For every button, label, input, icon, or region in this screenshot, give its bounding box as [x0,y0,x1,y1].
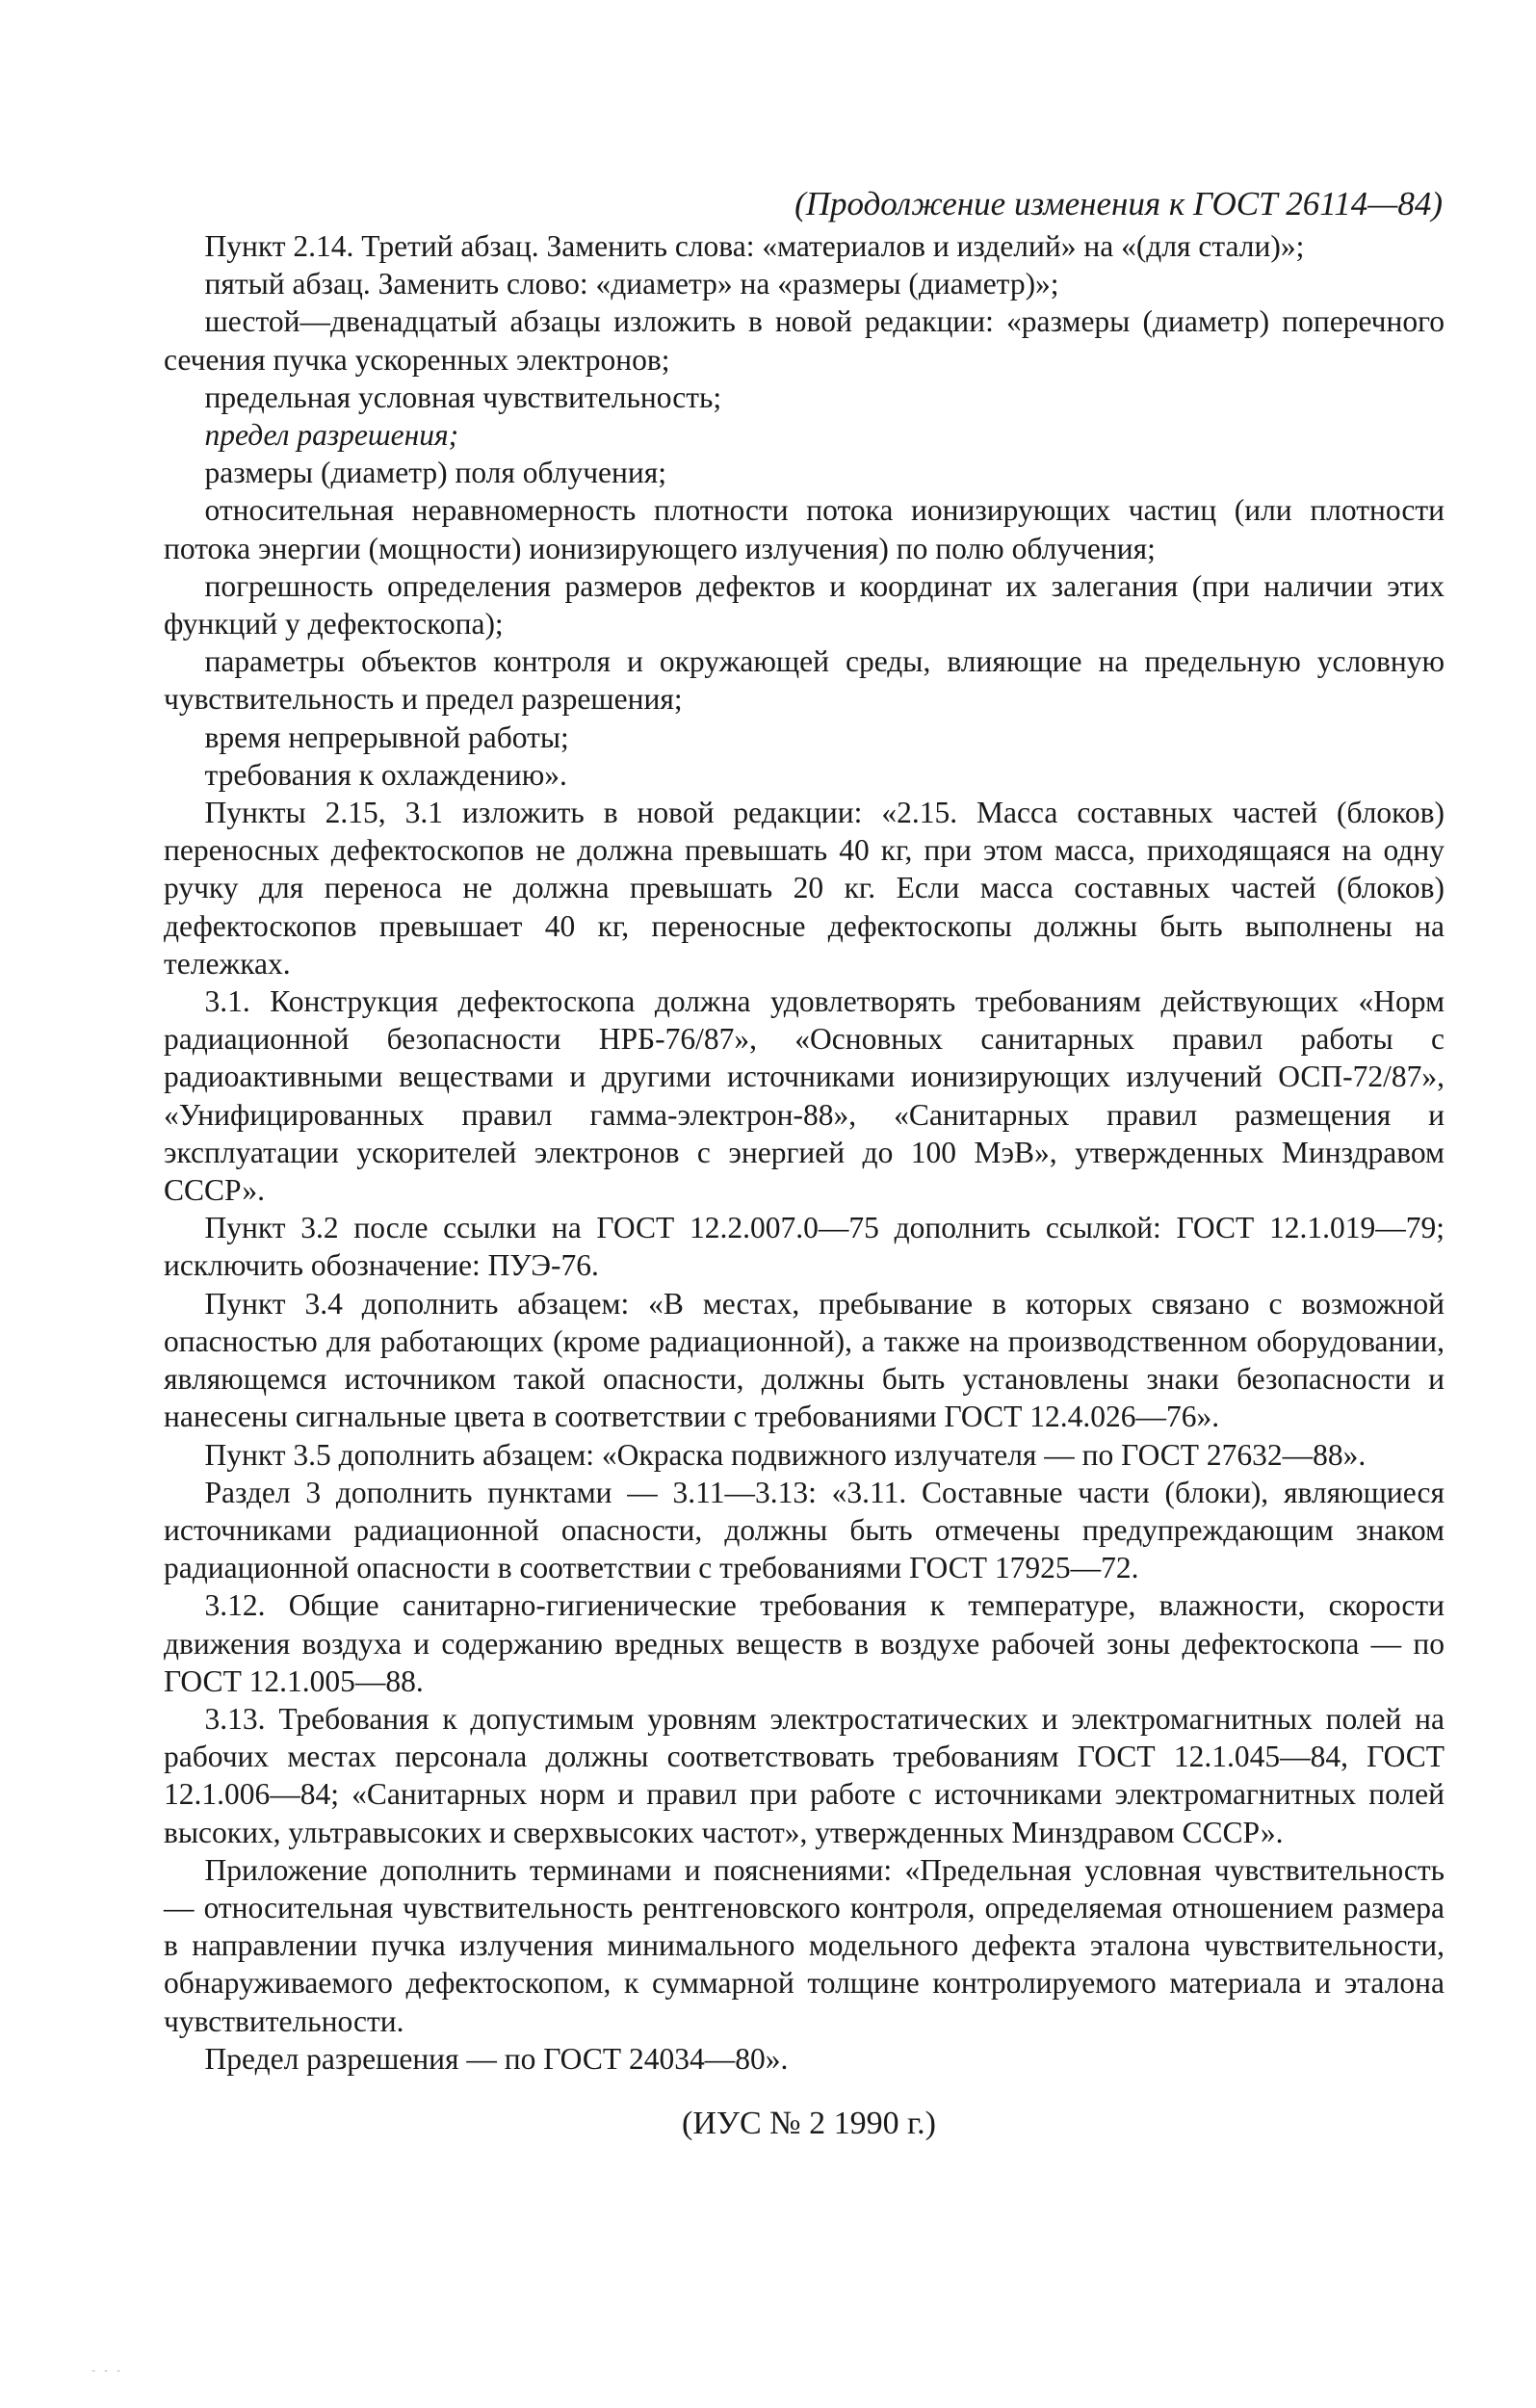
document-page [164,183,1445,2145]
paragraph: шестой—двенадцатый абзацы изложить в новой редакции: «размеры (диаметр) поперечного сечения пучка ускоренных электронов; [164,304,1445,377]
paragraph: пятый абзац. Заменить слово: «диаметр» на «размеры (диаметр)»; [204,267,1059,301]
footer-reference: (ИУС № 2 1990 г.) [682,2105,936,2141]
paragraph: Раздел 3 дополнить пунктами — 3.11—3.13: «3.11. Составные части (блоки), являющиеся источниками радиационной опасности, должны быть отмечены предупреждающим знаком радиационной опасности в соответствии с требованиями ГОСТ 17925—72. [164,1475,1445,1585]
paragraph: требования к охлаждению». [204,757,567,792]
paragraph: предел разрешения; [204,418,459,453]
paragraph: Пункт 2.14. Третий абзац. Заменить слова: «материалов и изделий» на «(для стали)»; [204,229,1305,263]
paragraph: предельная условная чувствительность; [204,380,722,414]
paragraph: Пункт 3.5 дополнить абзацем: «Окраска подвижного излучателя — по ГОСТ 27632—88». [204,1437,1367,1472]
paragraph: погрешность определения размеров дефектов и координат их залегания (при наличии этих функций у дефектоскопа); [164,568,1445,641]
paragraph: параметры объектов контроля и окружающей среды, влияющие на предельную условную чувствительность и предел разрешения; [164,644,1445,717]
paragraph: Пункты 2.15, 3.1 изложить в новой редакции: «2.15. Масса составных частей (блоков) переносных дефектоскопов не должна превышать 40 кг, при этом масса, приходящаяся на одну ручку для переноса не должна превышать 20 кг. Если масса составных частей (блоков) дефектоскопов превышает 40 кг, переносные дефектоскопы должны быть выполнены на тележках. [164,796,1445,981]
paragraph: Предел разрешения — по ГОСТ 24034—80». [204,2041,789,2076]
cropped-digits-icon [89,2364,127,2371]
paragraph: относительная неравномерность плотности потока ионизирующих частиц (или плотности потока энергии (мощности) ионизирующего излучения) по полю облучения; [164,493,1445,565]
paragraph: 3.1. Конструкция дефектоскопа должна удовлетворять требованиям действующих «Норм радиационной безопасности НРБ-76/87», «Основных санитарных правил работы с радиоактивными веществами и другими источниками ионизирующих излучений ОСП-72/87», «Унифицированных правил гамма-электрон-88», «Санитарных правил размещения и эксплуатации ускорителей электронов с энергией до 100 МэВ», утвержденных Минздравом СССР». [164,984,1445,1208]
paragraph: 3.12. Общие санитарно-гигиенические требования к температуре, влажности, скорости движения воздуха и содержанию вредных веществ в воздухе рабочей зоны дефектоскопа — по ГОСТ 12.1.005—88. [164,1588,1445,1698]
paragraph: 3.13. Требования к допустимым уровням электростатических и электромагнитных полей на рабочих местах персонала должны соответствовать требованиям ГОСТ 12.1.045—84, ГОСТ 12.1.006—84; «Санитарных норм и правил при работе с источниками электромагнитных полей высоких, ультравысоких и сверхвысоких частот», утвержденных Минздравом СССР». [164,1701,1445,1849]
document-body [164,227,1445,2078]
paragraph: размеры (диаметр) поля облучения; [204,456,666,490]
paragraph: Приложение дополнить терминами и пояснениями: «Предельная условная чувствительность — относительная чувствительность рентгеновского контроля, определяемая отношением размера в направлении пучка излучения минимального модельного дефекта эталона чувствительности, обнаруживаемого дефектоскопом, к суммарной толщине контролируемого материала и эталона чувствительности. [164,1852,1445,2038]
paragraph: Пункт 3.4 дополнить абзацем: «В местах, пребывание в которых связано с возможной опасностью для работающих (кроме радиационной), а также на производственном оборудовании, являющемся источником такой опасности, должны быть установлены знаки безопасности и нанесены сигнальные цвета в соответствии с требованиями ГОСТ 12.4.026—76». [164,1286,1445,1434]
paragraph: время непрерывной работы; [204,720,569,754]
page-number-fragment [89,2358,127,2371]
paragraph: Пункт 3.2 после ссылки на ГОСТ 12.2.007.0—75 дополнить ссылкой: ГОСТ 12.1.019—79; исключить обозначение: ПУЭ-76. [164,1211,1445,1283]
running-head: (Продолжение изменения к ГОСТ 26114—84) [794,185,1443,222]
